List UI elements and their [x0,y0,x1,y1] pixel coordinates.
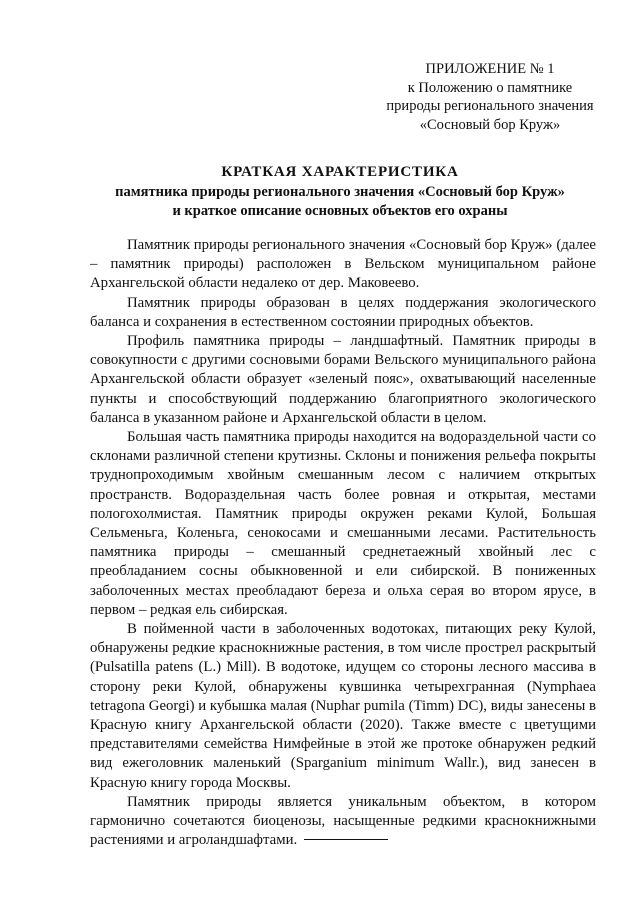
footer-divider [304,839,388,840]
title-subtitle-1: памятника природы регионального значения «Сосновый бор Круж» [115,184,565,200]
paragraph-conclusion: Памятник природы является уникальным объектом, в котором гармонично сочетаются биоценозы, насыщенные редкими краснокнижными растениями и агроландшафтами. [90,793,596,849]
appendix-line-monument: природы регионального значения [386,98,594,114]
appendix-line-name: «Сосновый бор Круж» [419,116,561,133]
document-title [90,161,590,221]
title-main: КРАТКАЯ ХАРАКТЕРИСТИКА [221,164,459,180]
appendix-number: ПРИЛОЖЕНИЕ № 1 [425,61,555,77]
title-subtitle-2: и краткое описание основных объектов его охраны [172,203,508,219]
appendix-line-regulation: к Положению о памятнике [407,79,573,96]
paragraph-profile: Профиль памятника природы – ландшафтный. Памятник природы в совокупности с другими сосновыми борами Вельского муниципального района Архангельской области образует «зеленый пояс», охватывающий населенные пункты и способствующий поддержанию благоприятного экологического баланса в указанном районе и Архангельской области в целом. [90,333,596,426]
paragraph-location: Памятник природы регионального значения «Сосновый бор Круж» (далее – памятник природы) расположен в Вельском муниципальном районе Архангельской области недалеко от дер. Маковеево. [90,237,596,292]
paragraph-landscape: Большая часть памятника природы находится на водораздельной части со склонами различной степени крутизны. Склоны и понижения рельефа покрыты труднопроходимым хвойным смешанным лесом с наличием открытых пространств. Водораздельная часть более ровная и открытая, местами пологохолмистая. Памятник природы окружен реками Кулой, Большая Сельменьга, Коленьга, сенокосами и смешанными лесами. Растительность памятника природы – смешанный среднетаежный хвойный лес с преобладанием сосны обыкновенной и ели сибирской. В пониженных заболоченных местах преобладают береза и ольха серая во втором ярусе, в первом – редкая ель сибирская. [90,429,596,618]
paragraph-rare-plants: В пойменной части в заболоченных водотоках, питающих реку Кулой, обнаружены редкие краснокнижные растения, в том числе прострел раскрытый (Pulsatilla patens (L.) Mill). В водотоке, идущем со стороны лесного массива в сторону реки Кулой, обнаружены кувшинка четырехгранная (Nymphaea tetragona Georgi) и кубышка малая (Nuphar pumila (Timm) DC), виды занесены в Красную книгу Архангельской области (2020). Также вместе с цветущими представителями семейства Нимфейные в этой же протоке обнаружен редкий вид ежеголовник маленький (Sparganium minimum Wallr.), вид занесен в Красную книгу города Москвы. [90,621,596,791]
appendix-header [360,60,620,134]
document-body [90,236,596,851]
paragraph-purpose: Памятник природы образован в целях поддержания экологического баланса и сохранения в естественном состоянии природных объектов. [90,294,596,330]
